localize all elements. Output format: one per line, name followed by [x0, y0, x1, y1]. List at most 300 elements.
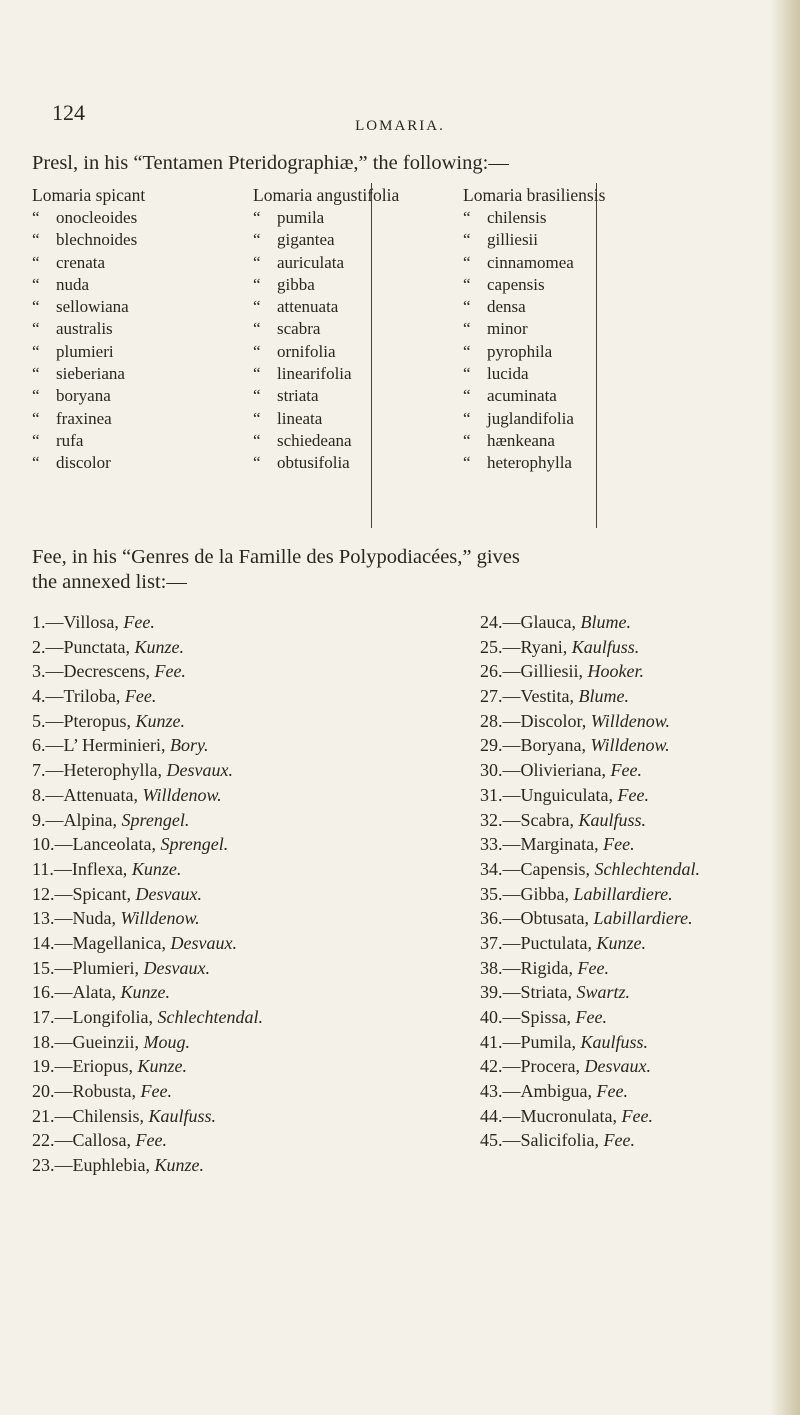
ditto-mark: “ — [253, 386, 261, 406]
em-dash: — — [502, 908, 521, 929]
item-number: 9. — [32, 809, 46, 830]
em-dash: — — [45, 760, 64, 781]
item-number: 40. — [480, 1007, 503, 1027]
genus-heading: Lomaria spicant — [32, 185, 146, 205]
species-row — [253, 341, 399, 363]
author-name: Kunze. — [596, 932, 646, 953]
item-number: 39. — [480, 982, 503, 1003]
item-number: 22. — [32, 1130, 55, 1151]
list-item — [480, 956, 700, 981]
species-row — [32, 452, 145, 474]
species-row — [32, 207, 145, 229]
item-number: 36. — [480, 908, 503, 929]
ditto-mark: “ — [253, 364, 261, 384]
item-number: 13. — [32, 908, 55, 929]
species-name: Glauca, — [520, 612, 576, 632]
species-row — [253, 252, 399, 274]
ditto-mark: “ — [253, 430, 261, 450]
ditto-mark: “ — [253, 208, 261, 227]
species-name: Robusta, — [72, 1081, 137, 1102]
em-dash: — — [54, 1031, 73, 1052]
species-row — [253, 430, 399, 452]
ditto-mark: “ — [253, 408, 261, 428]
list-item — [480, 709, 700, 734]
list-item — [480, 857, 700, 882]
em-dash: — — [54, 932, 73, 953]
species-row — [253, 274, 399, 296]
species-name: rufa — [56, 430, 84, 450]
item-number: 25. — [480, 636, 503, 657]
author-name: Kaulfuss. — [571, 636, 640, 657]
item-number: 10. — [32, 834, 55, 855]
species-name: Pteropus, — [63, 710, 131, 731]
author-name: Kunze. — [154, 1155, 204, 1176]
item-number: 3. — [32, 661, 46, 682]
em-dash: — — [45, 686, 64, 707]
em-dash: — — [53, 858, 72, 879]
species-name: Callosa, — [72, 1130, 131, 1151]
list-item — [32, 733, 263, 758]
list-item — [480, 684, 700, 709]
ditto-mark: “ — [463, 341, 471, 361]
item-number: 32. — [480, 809, 503, 830]
species-row — [32, 252, 145, 274]
species-name: Eriopus, — [72, 1056, 133, 1077]
author-name: Kunze. — [134, 636, 184, 657]
author-name: Kaulfuss. — [148, 1105, 217, 1126]
em-dash: — — [502, 1081, 521, 1102]
list-item — [480, 659, 700, 684]
item-number: 18. — [32, 1031, 55, 1052]
species-row — [463, 408, 605, 430]
species-name: acuminata — [487, 386, 557, 406]
ditto-mark: “ — [32, 430, 40, 450]
species-row — [32, 385, 145, 407]
author-name: Fee. — [123, 612, 155, 632]
species-name: Unguiculata, — [520, 784, 613, 805]
em-dash: — — [502, 735, 521, 756]
em-dash: — — [502, 982, 521, 1003]
species-row — [253, 296, 399, 318]
author-name: Kunze. — [135, 710, 185, 731]
ditto-mark: “ — [32, 297, 40, 317]
list-item — [32, 1054, 263, 1079]
ditto-mark: “ — [463, 319, 471, 339]
species-name: lucida — [487, 364, 529, 384]
item-number: 19. — [32, 1056, 55, 1077]
species-name: Salicifolia, — [520, 1130, 599, 1151]
fee-list-right — [480, 610, 700, 1153]
species-name: Magellanica, — [72, 932, 166, 953]
em-dash: — — [54, 1130, 73, 1151]
item-number: 26. — [480, 661, 503, 682]
presl-column-1 — [32, 183, 145, 475]
species-name: striata — [277, 386, 319, 406]
species-row — [32, 229, 145, 251]
em-dash: — — [502, 1056, 521, 1077]
species-name: Alata, — [72, 982, 116, 1003]
em-dash: — — [45, 636, 64, 657]
author-name: Fee. — [140, 1081, 172, 1102]
list-item — [480, 1128, 700, 1153]
ditto-mark: “ — [463, 364, 471, 384]
species-name: Capensis, — [520, 858, 590, 879]
em-dash: — — [45, 661, 64, 682]
ditto-mark: “ — [32, 274, 40, 294]
species-row — [32, 363, 145, 385]
ditto-mark: “ — [32, 230, 40, 250]
item-number: 23. — [32, 1155, 55, 1176]
species-row — [32, 430, 145, 452]
em-dash: — — [54, 883, 73, 904]
author-name: Swartz. — [576, 982, 631, 1003]
species-name: chilensis — [487, 208, 547, 227]
item-number: 44. — [480, 1105, 503, 1126]
list-item — [32, 832, 263, 857]
species-row — [253, 207, 399, 229]
species-name: Triloba, — [63, 686, 121, 707]
em-dash: — — [54, 1056, 73, 1077]
item-number: 6. — [32, 735, 46, 756]
author-name: Kunze. — [120, 982, 170, 1003]
species-name: Villosa, — [63, 612, 119, 632]
ditto-mark: “ — [463, 230, 471, 250]
em-dash: — — [502, 883, 521, 904]
author-name: Willdenow. — [142, 784, 222, 805]
presl-column-3 — [463, 183, 605, 475]
list-item — [480, 610, 700, 635]
species-row — [32, 341, 145, 363]
item-number: 37. — [480, 932, 503, 953]
item-number: 28. — [480, 710, 503, 731]
species-name: schiedeana — [277, 430, 352, 450]
author-name: Willdenow. — [590, 735, 670, 756]
species-row — [463, 296, 605, 318]
ditto-mark: “ — [32, 364, 40, 384]
item-number: 5. — [32, 710, 46, 731]
species-name: cinnamomea — [487, 252, 574, 272]
list-item — [480, 906, 700, 931]
em-dash: — — [45, 809, 64, 830]
running-head: LOMARIA. — [355, 118, 445, 134]
ditto-mark: “ — [463, 274, 471, 294]
author-name: Desvaux. — [166, 760, 233, 781]
list-item — [32, 1153, 263, 1178]
ditto-mark: “ — [463, 386, 471, 406]
item-number: 12. — [32, 883, 55, 904]
list-item — [480, 635, 700, 660]
item-number: 17. — [32, 1007, 55, 1027]
list-item — [32, 808, 263, 833]
species-name: discolor — [56, 453, 111, 473]
author-name: Moug. — [143, 1031, 190, 1052]
page-number: 124 — [52, 100, 85, 125]
em-dash: — — [502, 686, 521, 707]
item-number: 2. — [32, 636, 46, 657]
author-name: Fee. — [621, 1105, 653, 1126]
species-name: Rigida, — [520, 957, 573, 978]
author-name: Labillardiere. — [573, 883, 673, 904]
ditto-mark: “ — [253, 252, 261, 272]
species-row — [32, 318, 145, 340]
species-name: Inflexa, — [71, 858, 128, 879]
genus-heading: Lomaria angustifolia — [253, 185, 400, 205]
author-name: Sprengel. — [121, 809, 190, 830]
author-name: Fee. — [154, 661, 186, 682]
list-item — [32, 980, 263, 1005]
author-name: Kaulfuss. — [580, 1031, 649, 1052]
em-dash: — — [45, 735, 64, 756]
em-dash: — — [502, 710, 521, 731]
em-dash: — — [54, 1105, 73, 1126]
author-name: Fee. — [603, 1130, 635, 1151]
em-dash: — — [45, 612, 64, 632]
species-row — [463, 229, 605, 251]
author-name: Schlechtendal. — [157, 1007, 263, 1027]
ditto-mark: “ — [463, 408, 471, 428]
species-name: gibba — [277, 274, 315, 294]
item-number: 29. — [480, 735, 503, 756]
author-name: Blume. — [578, 686, 629, 707]
author-name: Desvaux. — [584, 1056, 651, 1077]
item-number: 45. — [480, 1130, 503, 1151]
em-dash: — — [502, 784, 521, 805]
author-name: Sprengel. — [160, 834, 229, 855]
item-number: 21. — [32, 1105, 55, 1126]
author-name: Bory. — [169, 735, 209, 756]
species-name: L’ Herminieri, — [63, 735, 166, 756]
species-name: densa — [487, 297, 526, 317]
list-item — [32, 635, 263, 660]
species-name: Pumila, — [520, 1031, 577, 1052]
author-name: Fee. — [617, 784, 649, 805]
ditto-mark: “ — [463, 430, 471, 450]
list-item — [32, 956, 263, 981]
em-dash: — — [502, 1105, 521, 1126]
item-number: 14. — [32, 932, 55, 953]
author-name: Fee. — [575, 1007, 607, 1027]
list-item — [32, 610, 263, 635]
species-name: Alpina, — [63, 809, 117, 830]
species-name: Attenuata, — [63, 784, 138, 805]
list-item — [32, 1104, 263, 1129]
ditto-mark: “ — [32, 386, 40, 406]
species-name: lineata — [277, 408, 323, 428]
author-name: Kaulfuss. — [578, 809, 647, 830]
item-number: 35. — [480, 883, 503, 904]
species-row — [463, 274, 605, 296]
list-item — [32, 906, 263, 931]
species-row — [463, 252, 605, 274]
page-edge-shadow — [770, 0, 800, 1415]
species-name: Mucronulata, — [520, 1105, 617, 1126]
em-dash: — — [502, 932, 521, 953]
list-item — [480, 1030, 700, 1055]
species-name: Chilensis, — [72, 1105, 145, 1126]
species-name: blechnoides — [56, 230, 138, 250]
species-name: Scabra, — [520, 809, 574, 830]
species-name: heterophylla — [487, 453, 572, 473]
list-item — [32, 684, 263, 709]
author-name: Kunze. — [131, 858, 182, 879]
item-number: 27. — [480, 686, 503, 707]
item-number: 41. — [480, 1031, 503, 1052]
species-name: gilliesii — [487, 230, 538, 250]
species-name: juglandifolia — [487, 408, 574, 428]
species-name: gigantea — [277, 230, 335, 250]
species-name: nuda — [56, 274, 90, 294]
ditto-mark: “ — [253, 453, 261, 473]
ditto-mark: “ — [253, 274, 261, 294]
species-row — [32, 274, 145, 296]
author-name: Kunze. — [137, 1056, 187, 1077]
species-name: Plumieri, — [72, 957, 139, 978]
list-item — [32, 1030, 263, 1055]
author-name: Schlechtendal. — [594, 858, 700, 879]
em-dash: — — [54, 908, 73, 929]
author-name: Fee. — [596, 1081, 628, 1102]
list-item — [480, 1005, 700, 1030]
species-row — [463, 207, 605, 229]
author-name: Desvaux. — [135, 883, 202, 904]
item-number: 16. — [32, 982, 55, 1003]
species-name: obtusifolia — [277, 453, 350, 473]
species-row — [463, 385, 605, 407]
species-name: minor — [487, 319, 528, 339]
species-row — [253, 363, 399, 385]
em-dash: — — [502, 636, 521, 657]
species-name: onocleoides — [56, 208, 138, 227]
species-name: linearifolia — [277, 364, 352, 384]
species-name: Spicant, — [72, 883, 131, 904]
ditto-mark: “ — [32, 341, 40, 361]
list-item — [32, 1128, 263, 1153]
species-row — [253, 318, 399, 340]
species-row — [32, 296, 145, 318]
fee-intro-line-2: the annexed list:— — [32, 571, 187, 593]
ditto-mark: “ — [32, 453, 40, 473]
list-item — [480, 808, 700, 833]
ditto-mark: “ — [463, 252, 471, 272]
em-dash: — — [45, 710, 64, 731]
species-name: Nuda, — [72, 908, 116, 929]
species-name: auriculata — [277, 252, 345, 272]
fee-list-left — [32, 610, 263, 1178]
list-item — [32, 1005, 263, 1030]
em-dash: — — [54, 834, 73, 855]
species-name: Longifolia, — [72, 1007, 153, 1027]
ditto-mark: “ — [32, 319, 40, 339]
ditto-mark: “ — [32, 252, 40, 272]
author-name: Fee. — [603, 834, 635, 855]
author-name: Blume. — [580, 612, 631, 632]
species-name: Decrescens, — [63, 661, 150, 682]
species-name: attenuata — [277, 297, 339, 317]
item-number: 31. — [480, 784, 503, 805]
author-name: Labillardiere. — [593, 908, 693, 929]
em-dash: — — [502, 612, 521, 632]
list-item — [480, 783, 700, 808]
species-row — [253, 385, 399, 407]
author-name: Fee. — [124, 686, 157, 707]
item-number: 43. — [480, 1081, 503, 1102]
list-item — [480, 882, 700, 907]
author-name: Hooker. — [587, 661, 644, 682]
species-name: Gilliesii, — [520, 661, 583, 682]
list-item — [480, 1104, 700, 1129]
species-name: Discolor, — [520, 710, 587, 731]
presl-column-2 — [253, 183, 399, 475]
item-number: 33. — [480, 834, 503, 855]
list-item — [32, 931, 263, 956]
species-row — [253, 229, 399, 251]
em-dash: — — [502, 1130, 521, 1151]
item-number: 11. — [32, 858, 54, 879]
species-name: Gueinzii, — [72, 1031, 139, 1052]
species-name: Lanceolata, — [72, 834, 156, 855]
em-dash: — — [502, 760, 521, 781]
author-name: Desvaux. — [143, 957, 210, 978]
em-dash: — — [502, 1031, 521, 1052]
species-name: boryana — [56, 386, 111, 406]
species-row — [253, 408, 399, 430]
em-dash: — — [502, 661, 521, 682]
item-number: 34. — [480, 858, 503, 879]
em-dash: — — [502, 957, 521, 978]
species-name: Olivieriana, — [520, 760, 606, 781]
species-name: crenata — [56, 252, 106, 272]
em-dash: — — [502, 1007, 521, 1027]
em-dash: — — [54, 957, 73, 978]
list-item — [32, 857, 263, 882]
list-item — [480, 931, 700, 956]
author-name: Desvaux. — [170, 932, 237, 953]
list-item — [32, 659, 263, 684]
item-number: 7. — [32, 760, 46, 781]
list-item — [32, 882, 263, 907]
item-number: 8. — [32, 784, 46, 805]
list-item — [480, 1054, 700, 1079]
item-number: 38. — [480, 957, 503, 978]
author-name: Willdenow. — [590, 710, 670, 731]
species-name: australis — [56, 319, 113, 339]
species-name: sieberiana — [56, 364, 125, 384]
ditto-mark: “ — [253, 297, 261, 317]
species-name: Striata, — [520, 982, 572, 1003]
item-number: 42. — [480, 1056, 503, 1077]
species-name: Euphlebia, — [72, 1155, 150, 1176]
presl-intro: Presl, in his “Tentamen Pteridographiæ,” the following:— — [32, 152, 509, 174]
item-number: 20. — [32, 1081, 55, 1102]
ditto-mark: “ — [253, 341, 261, 361]
em-dash: — — [54, 1007, 73, 1027]
ditto-mark: “ — [253, 230, 261, 250]
species-name: pumila — [277, 208, 325, 227]
species-name: plumieri — [56, 341, 114, 361]
species-name: ornifolia — [277, 341, 336, 361]
list-item — [480, 1079, 700, 1104]
em-dash: — — [502, 834, 521, 855]
item-number: 4. — [32, 686, 46, 707]
species-name: hænkeana — [487, 430, 555, 450]
ditto-mark: “ — [463, 453, 471, 473]
list-item — [480, 733, 700, 758]
item-number: 30. — [480, 760, 503, 781]
author-name: Fee. — [610, 760, 642, 781]
ditto-mark: “ — [32, 408, 40, 428]
species-name: Procera, — [520, 1056, 580, 1077]
item-number: 24. — [480, 612, 503, 632]
